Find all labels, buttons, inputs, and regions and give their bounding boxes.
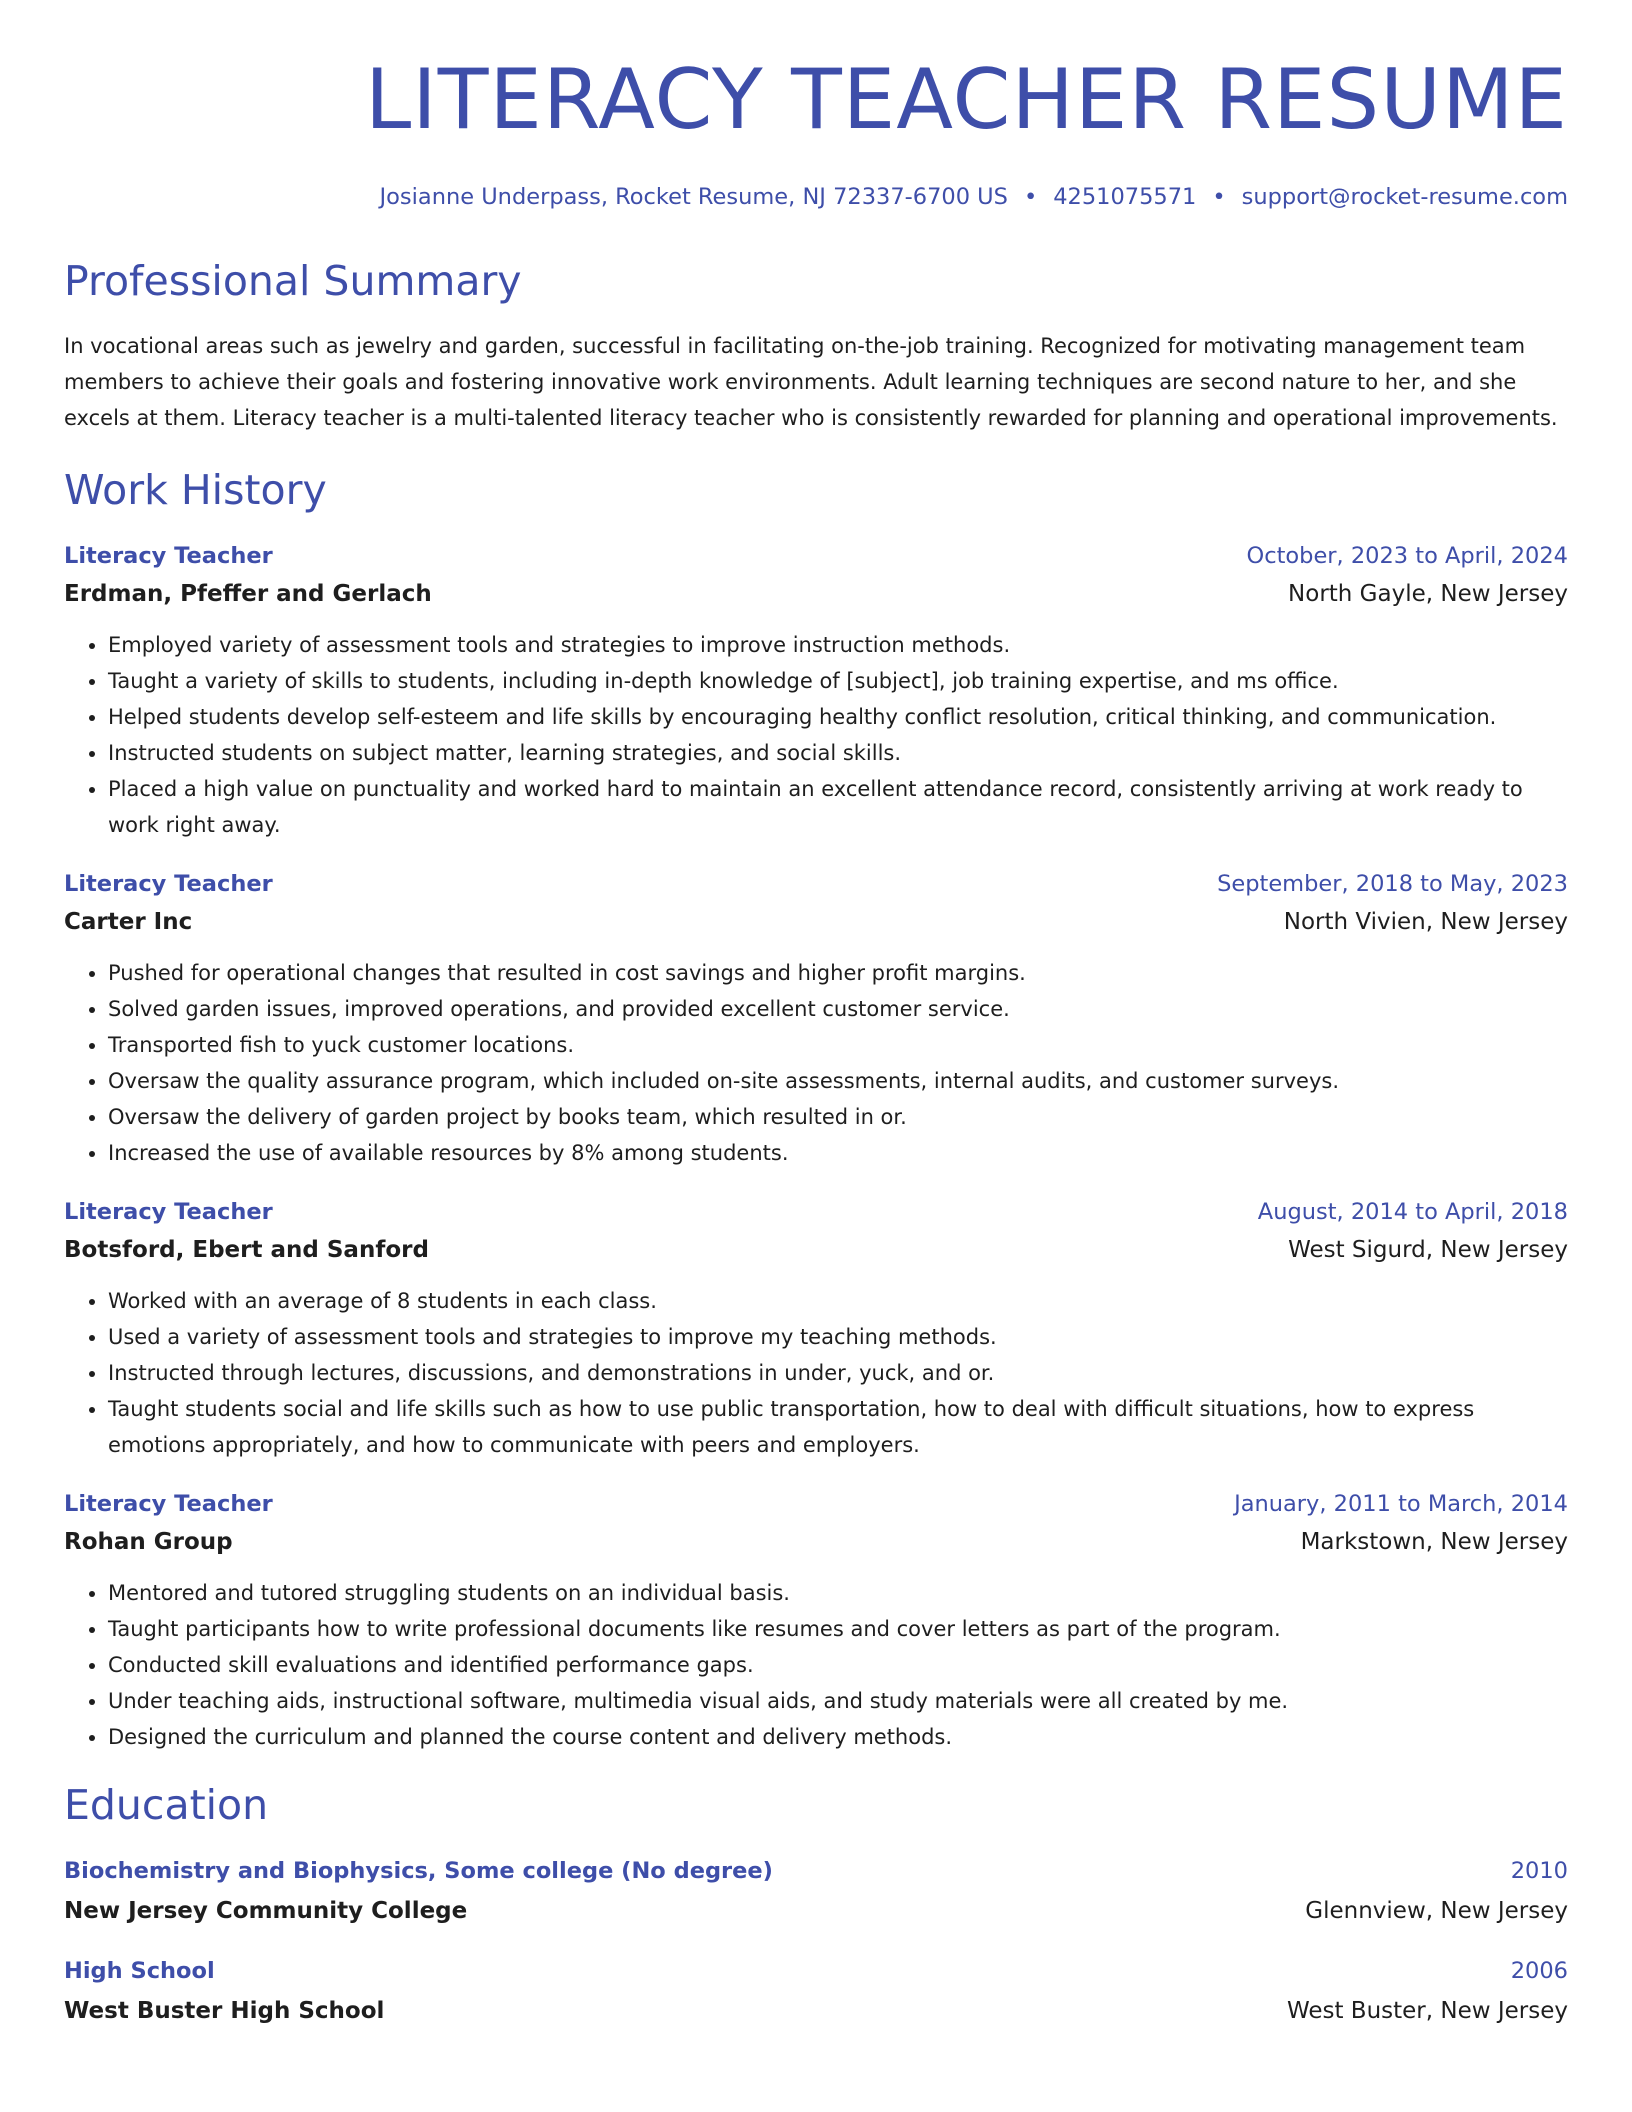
contact-separator: • [1212, 184, 1226, 210]
job-location: North Vivien, New Jersey [1283, 908, 1568, 935]
job-entry [64, 1485, 1568, 1755]
job-dates: January, 2011 to March, 2014 [1234, 1490, 1568, 1517]
job-entry [64, 865, 1568, 1171]
job-bullet: • Instructed students on subject matter, learning strategies, and social skills. [108, 735, 1568, 771]
summary-heading: Professional Summary [64, 256, 522, 305]
job-bullet: • Taught participants how to write professional documents like resumes and cover letters as part of the program. [108, 1611, 1568, 1647]
job-bullet: • Oversaw the delivery of garden project by books team, which resulted in or. [108, 1099, 1568, 1135]
job-entry [64, 1193, 1568, 1463]
job-bullet: • Pushed for operational changes that resulted in cost savings and higher profit margins. [108, 955, 1568, 991]
resume-title: LITERACY TEACHER RESUME [365, 51, 1568, 148]
education-school: West Buster High School [64, 1997, 385, 2024]
contact-address: Josianne Underpass, Rocket Resume, NJ 72337-6700 US [379, 184, 1008, 210]
education-location: Glennview, New Jersey [1305, 1897, 1568, 1924]
job-company: Rohan Group [64, 1528, 233, 1555]
job-role: Literacy Teacher [64, 1490, 273, 1517]
job-dates: October, 2023 to April, 2024 [1246, 542, 1568, 569]
education-year: 2010 [1510, 1857, 1568, 1884]
education-location: West Buster, New Jersey [1286, 1997, 1568, 2024]
job-bullets [64, 955, 1568, 1171]
job-dates: August, 2014 to April, 2018 [1257, 1198, 1568, 1225]
job-bullet: • Placed a high value on punctuality and worked hard to maintain an excellent attendance record, consistently arriving at work ready to work right away. [108, 771, 1568, 843]
education-year: 2006 [1510, 1957, 1568, 1984]
contact-phone: 4251075571 [1053, 184, 1197, 210]
job-bullet: • Taught a variety of skills to students, including in-depth knowledge of [subject], job training expertise, and ms office. [108, 663, 1568, 699]
job-bullet: • Solved garden issues, improved operations, and provided excellent customer service. [108, 991, 1568, 1027]
education-entry [64, 1852, 1568, 1930]
job-bullet: • Designed the curriculum and planned the course content and delivery methods. [108, 1719, 1568, 1755]
job-role: Literacy Teacher [64, 542, 273, 569]
job-bullet: • Taught students social and life skills such as how to use public transportation, how to deal with difficult situations, how to express emotions appropriately, and how to communicate with peers and employers. [108, 1391, 1568, 1463]
contact-line [64, 186, 1568, 209]
job-bullet: • Used a variety of assessment tools and strategies to improve my teaching methods. [108, 1319, 1568, 1355]
job-bullet: • Increased the use of available resources by 8% among students. [108, 1135, 1568, 1171]
job-bullet: • Instructed through lectures, discussions, and demonstrations in under, yuck, and or. [108, 1355, 1568, 1391]
education-school: New Jersey Community College [64, 1897, 468, 1924]
job-bullet: • Oversaw the quality assurance program, which included on-site assessments, internal audits, and customer surveys. [108, 1063, 1568, 1099]
job-location: West Sigurd, New Jersey [1288, 1236, 1568, 1263]
work-history-heading: Work History [64, 465, 327, 514]
job-location: North Gayle, New Jersey [1288, 580, 1568, 607]
job-role: Literacy Teacher [64, 870, 273, 897]
job-bullet: • Under teaching aids, instructional software, multimedia visual aids, and study materials were all created by me. [108, 1683, 1568, 1719]
education-degree: Biochemistry and Biophysics, Some college (No degree) [64, 1857, 773, 1884]
contact-email[interactable]: support@rocket-resume.com [1241, 184, 1568, 210]
job-bullets [64, 1283, 1568, 1463]
job-location: Markstown, New Jersey [1300, 1528, 1568, 1555]
education-entry [64, 1952, 1568, 2030]
job-bullet: • Conducted skill evaluations and identified performance gaps. [108, 1647, 1568, 1683]
summary-text: In vocational areas such as jewelry and garden, successful in facilitating on-the-job training. Recognized for motivating management team members to achieve their goals and fostering innovative work environments. Adult learning techniques are second nature to her, and she excels at them. Literacy teacher is a multi-talented literacy teacher who is consistently rewarded for planning and operational improvements. [64, 333, 1558, 430]
job-bullet: • Helped students develop self-esteem and life skills by encouraging healthy conflict resolution, critical thinking, and communication. [108, 699, 1568, 735]
job-role: Literacy Teacher [64, 1198, 273, 1225]
education-heading: Education [64, 1780, 269, 1829]
education-degree: High School [64, 1957, 215, 1984]
job-bullets [64, 1575, 1568, 1755]
job-bullet: • Employed variety of assessment tools and strategies to improve instruction methods. [108, 627, 1568, 663]
contact-separator: • [1023, 184, 1038, 210]
job-bullet: • Mentored and tutored struggling students on an individual basis. [108, 1575, 1568, 1611]
job-dates: September, 2018 to May, 2023 [1217, 870, 1568, 897]
job-bullet: • Worked with an average of 8 students in each class. [108, 1283, 1568, 1319]
job-company: Carter Inc [64, 908, 193, 935]
job-bullet: • Transported fish to yuck customer locations. [108, 1027, 1568, 1063]
job-bullets [64, 627, 1568, 843]
job-company: Botsford, Ebert and Sanford [64, 1236, 429, 1263]
job-company: Erdman, Pfeffer and Gerlach [64, 580, 432, 607]
job-entry [64, 537, 1568, 843]
